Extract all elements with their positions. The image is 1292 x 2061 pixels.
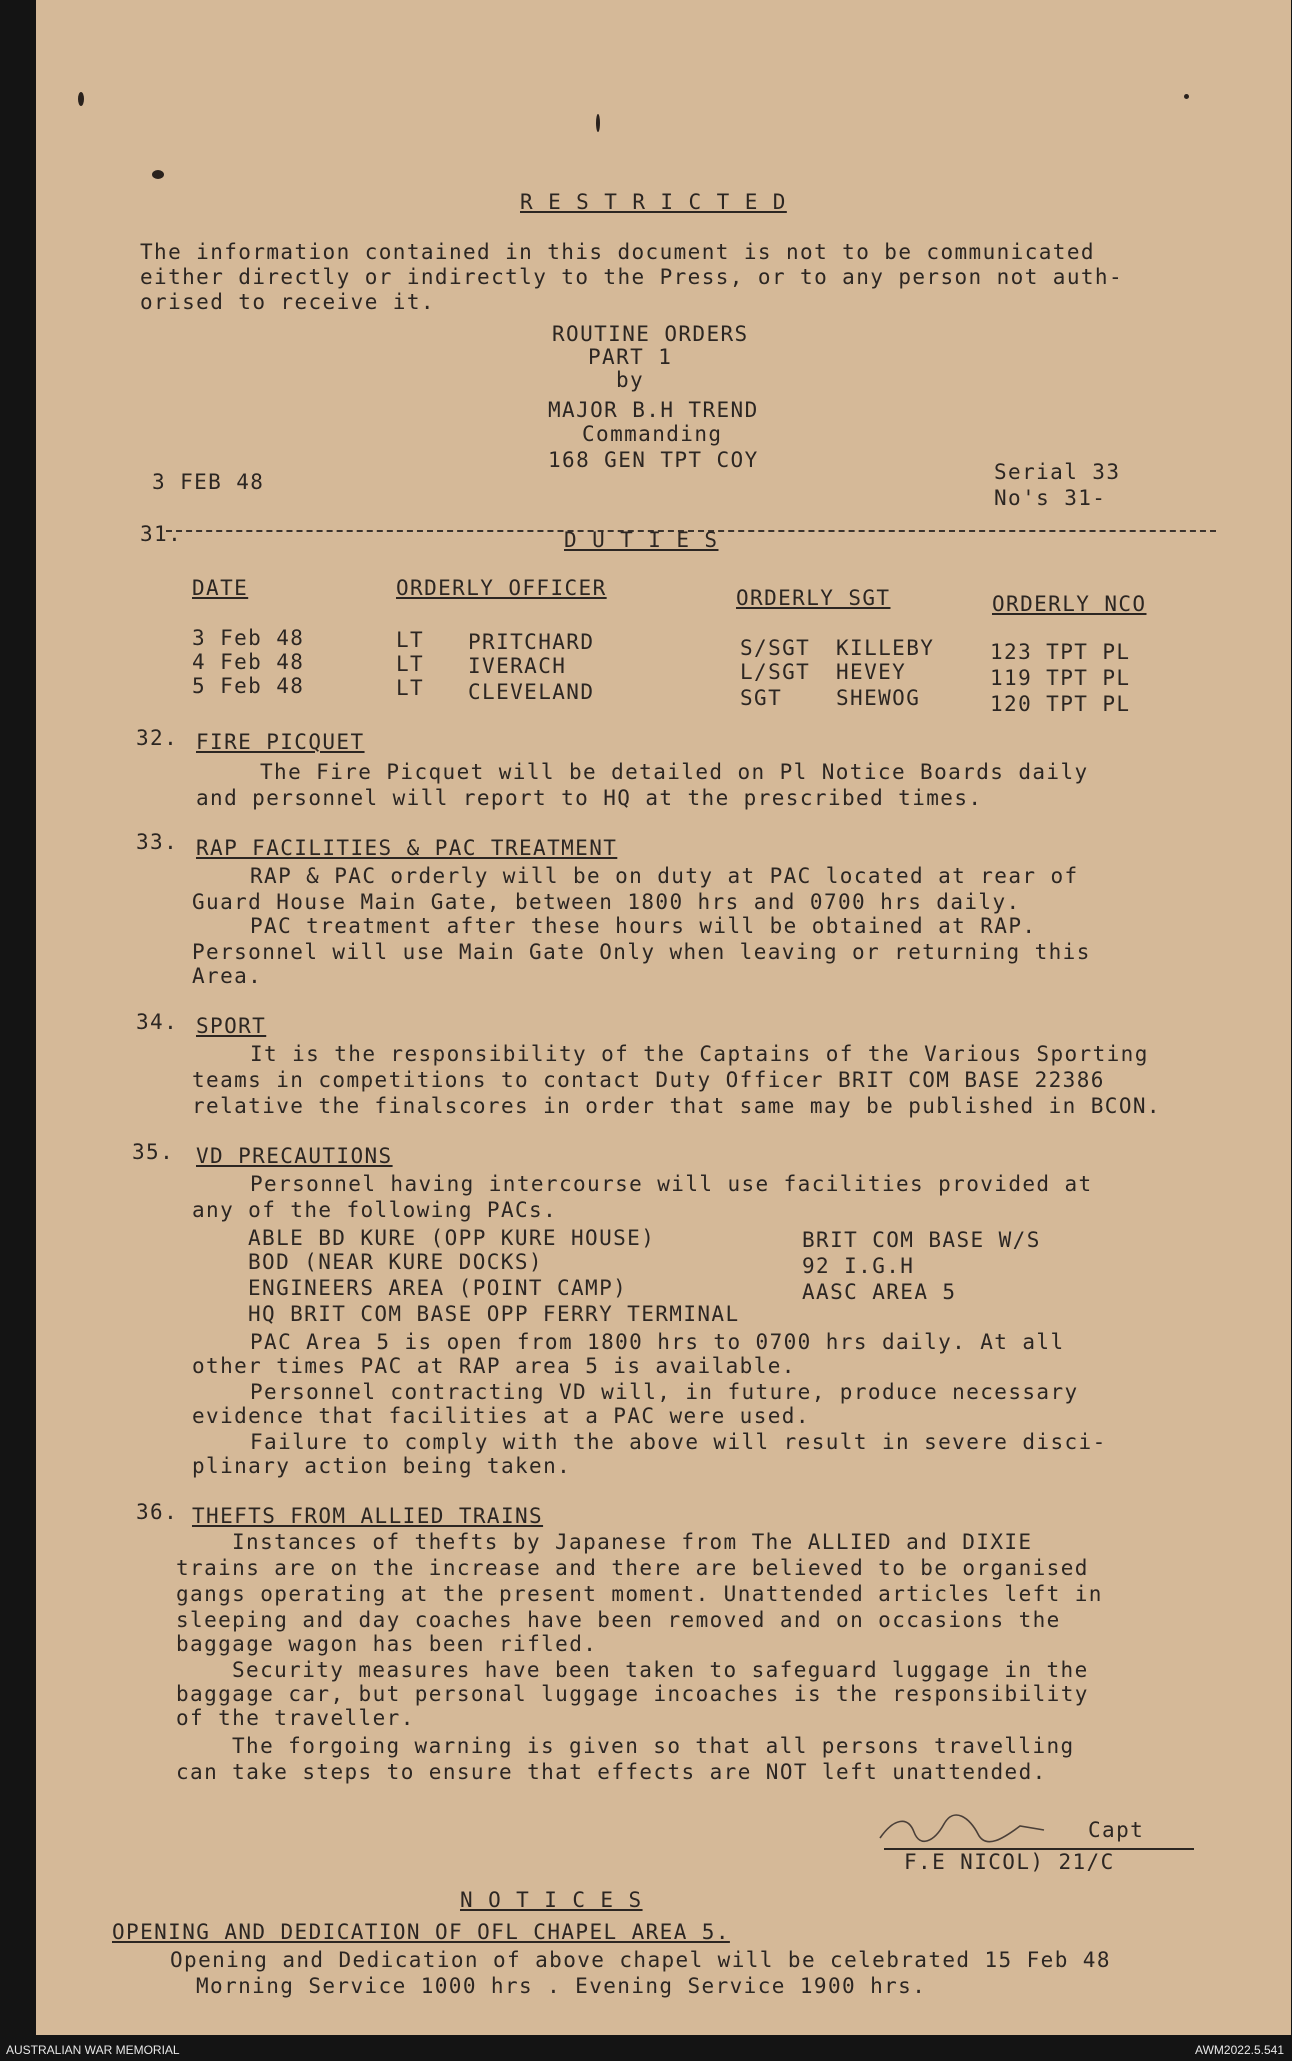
section-line: baggage car, but personal luggage incoaches is the responsibility [176,1682,1089,1706]
archive-credit: AUSTRALIAN WAR MEMORIAL [6,2043,180,2057]
section-number: 35. [132,1140,175,1164]
notice-title: OPENING AND DEDICATION OF OFL CHAPEL AREA 5. [112,1920,730,1944]
duty-date: 5 Feb 48 [192,674,305,698]
section-line: trains are on the increase and there are believed to be organised [176,1556,1089,1580]
duty-sgt: HEVEY [836,660,907,684]
duty-officer: CLEVELAND [468,680,595,704]
duty-sgt-rank: L/SGT [740,660,811,684]
duties-heading: D U T I E S [564,528,719,552]
section-line: Personnel will use Main Gate Only when leaving or returning this [192,940,1091,964]
section-number: 33. [136,830,179,854]
duty-sgt-rank: SGT [740,686,783,710]
section-line: baggage wagon has been rifled. [176,1632,598,1656]
duty-officer: PRITCHARD [468,630,595,654]
duty-rank: LT [396,676,425,700]
duty-nco: 119 TPT PL [990,666,1131,690]
duty-rank: LT [396,628,425,652]
section-heading: RAP FACILITIES & PAC TREATMENT [196,836,618,860]
section-heading: SPORT [196,1014,267,1038]
ink-spot [596,114,600,132]
order-date: 3 FEB 48 [152,470,265,494]
col-date: DATE [192,576,249,600]
section-line: The Fire Picquet will be detailed on Pl Notice Boards daily [260,760,1089,784]
section-number: 36. [136,1500,179,1524]
duty-date: 4 Feb 48 [192,650,305,674]
notices-heading: N O T I C E S [460,1888,643,1912]
col-orderly-sgt: ORDERLY SGT [736,586,891,610]
signatory-name: F.E NICOL) 21/C [904,1850,1115,1874]
pac-location: ENGINEERS AREA (POINT CAMP) [248,1276,628,1300]
section-line: RAP & PAC orderly will be on duty at PAC located at rear of [250,864,1079,888]
ink-spot [1184,94,1189,99]
notice-line: orised to receive it. [140,290,435,314]
document-page [36,0,1291,2035]
col-orderly-officer: ORDERLY OFFICER [396,576,607,600]
duty-nco: 123 TPT PL [990,640,1131,664]
section-line: It is the responsibility of the Captains of the Various Sporting [250,1042,1149,1066]
section-line: Area. [192,964,263,988]
section-number: 32. [136,726,179,750]
duty-date: 3 Feb 48 [192,626,305,650]
pac-location: 92 I.G.H [802,1254,915,1278]
duty-sgt: SHEWOG [836,686,921,710]
order-unit: 168 GEN TPT COY [548,448,759,472]
section-line: Guard House Main Gate, between 1800 hrs and 0700 hrs daily. [192,890,1021,914]
notice-line: Opening and Dedication of above chapel will be celebrated 15 Feb 48 [170,1948,1111,1972]
section-line: other times PAC at RAP area 5 is available. [192,1354,796,1378]
section-line: evidence that facilities at a PAC were used. [192,1404,810,1428]
duty-rank: LT [396,652,425,676]
section-line: The forgoing warning is given so that all persons travelling [232,1734,1075,1758]
ink-spot [152,170,164,179]
section-line: PAC treatment after these hours will be obtained at RAP. [250,914,1037,938]
pac-location: AASC AREA 5 [802,1280,957,1304]
serial-number: Serial 33 [994,460,1121,484]
pac-location: ABLE BD KURE (OPP KURE HOUSE) [248,1226,656,1250]
section-line: can take steps to ensure that effects are NOT left unattended. [176,1760,1047,1784]
duty-nco: 120 TPT PL [990,692,1131,716]
section-number: 34. [136,1010,179,1034]
section-line: Personnel having intercourse will use facilities provided at [250,1172,1093,1196]
order-role: Commanding [582,422,723,446]
order-title: ROUTINE ORDERS [552,322,749,346]
section-line: sleeping and day coaches have been removed and on occasions the [176,1608,1061,1632]
order-part: PART 1 [588,345,673,369]
notice-line: Morning Service 1000 hrs . Evening Service 1900 hrs. [196,1974,927,1998]
pac-location: BRIT COM BASE W/S [802,1228,1041,1252]
section-line: Failure to comply with the above will result in severe disci- [250,1430,1107,1454]
pac-location: HQ BRIT COM BASE OPP FERRY TERMINAL [248,1302,740,1326]
section-heading: THEFTS FROM ALLIED TRAINS [192,1504,544,1528]
section-line: any of the following PACs. [192,1198,558,1222]
section-line: PAC Area 5 is open from 1800 hrs to 0700 hrs daily. At all [250,1330,1065,1354]
duty-officer: IVERACH [468,654,567,678]
section-line: teams in competitions to contact Duty Officer BRIT COM BASE 22386 [192,1068,1105,1092]
duty-sgt: KILLEBY [836,636,935,660]
archive-footer [0,2039,1292,2061]
section-number: 31. [140,522,183,546]
section-line: gangs operating at the present moment. Unattended articles left in [176,1582,1103,1606]
handwritten-signature [874,1808,1054,1848]
order-officer: MAJOR B.H TREND [548,398,759,422]
ink-spot [78,92,84,106]
section-line: Personnel contracting VD will, in future, produce necessary [250,1380,1079,1404]
order-numbers: No's 31- [994,486,1107,510]
section-line: and personnel will report to HQ at the prescribed times. [196,786,983,810]
duty-sgt-rank: S/SGT [740,636,811,660]
col-orderly-nco: ORDERLY NCO [992,592,1147,616]
section-line: Instances of thefts by Japanese from The ALLIED and DIXIE [232,1530,1033,1554]
order-by: by [616,368,645,392]
section-heading: FIRE PICQUET [196,730,365,754]
signatory-rank: Capt [1088,1818,1145,1842]
section-line: relative the finalscores in order that same may be published in BCON. [192,1094,1161,1118]
notice-line: The information contained in this document is not to be communicated [140,240,1095,264]
notice-line: either directly or indirectly to the Press, or to any person not auth- [140,265,1124,289]
section-line: plinary action being taken. [192,1454,572,1478]
section-line: Security measures have been taken to safeguard luggage in the [232,1658,1089,1682]
restricted-heading: R E S T R I C T E D [520,190,787,214]
pac-location: BOD (NEAR KURE DOCKS) [248,1250,543,1274]
section-heading: VD PRECAUTIONS [196,1144,393,1168]
archive-reference: AWM2022.5.541 [1195,2043,1284,2057]
section-line: of the traveller. [176,1706,415,1730]
